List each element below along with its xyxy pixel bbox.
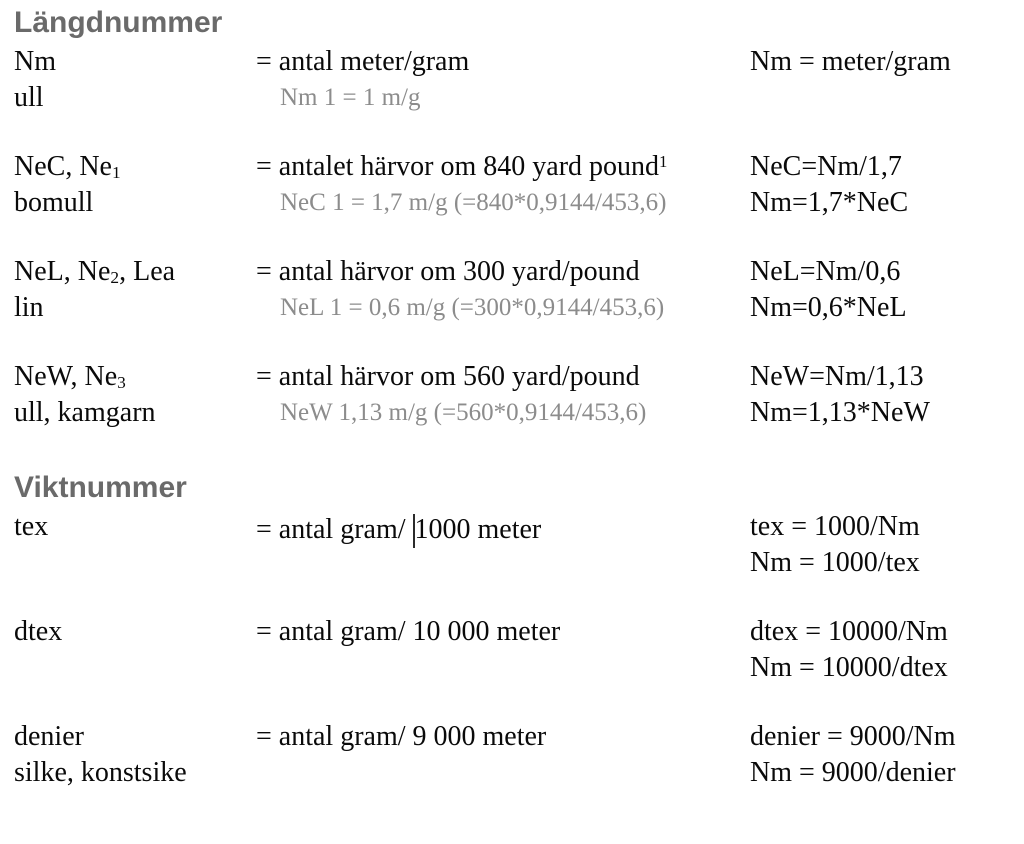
formula-text: Nm=1,13*NeW xyxy=(750,397,930,428)
section-heading-langdnummer: Längdnummer xyxy=(14,6,223,39)
definition-text: = antal härvor om 560 yard/pound xyxy=(256,361,640,392)
species-text: silke, konstsike xyxy=(14,757,187,788)
formula-cell xyxy=(750,254,1006,326)
formula-text: NeW=Nm/1,13 xyxy=(750,361,924,392)
formula-text: Nm=1,7*NeC xyxy=(750,187,909,218)
term-text xyxy=(14,149,256,185)
definition-text: = antal gram/ 9 000 meter xyxy=(256,721,547,752)
species-text: ull, kamgarn xyxy=(14,397,156,428)
term-cell xyxy=(14,149,256,221)
species-text: bomull xyxy=(14,187,94,218)
formula-text: Nm = meter/gram xyxy=(750,46,951,77)
formula-text: NeC=Nm/1,7 xyxy=(750,151,902,182)
note-text: NeL 1 = 0,6 m/g (=300*0,9144/453,6) xyxy=(280,294,665,321)
footnote-marker: 1 xyxy=(659,152,668,172)
term-cell xyxy=(14,44,256,116)
formula-text: Nm = 10000/dtex xyxy=(750,652,948,683)
formula-cell xyxy=(750,359,1006,431)
table-row-denier xyxy=(14,719,1006,791)
definition-cell xyxy=(256,614,750,686)
note-text: NeC 1 = 1,7 m/g (=840*0,9144/453,6) xyxy=(280,189,667,216)
term-text: dtex xyxy=(14,616,63,647)
term-subscript: 3 xyxy=(117,373,126,393)
definition-main: = antalet härvor om 840 yard pound xyxy=(256,151,660,182)
term-main: NeL, Ne xyxy=(14,256,111,287)
table-row-new xyxy=(14,359,1006,431)
definition-cell xyxy=(256,44,750,116)
term-cell xyxy=(14,359,256,431)
term-text xyxy=(14,359,256,395)
formula-cell xyxy=(750,614,1006,686)
term-cell xyxy=(14,254,256,326)
term-text: tex xyxy=(14,511,49,542)
definition-text xyxy=(256,509,750,548)
definition-cell xyxy=(256,149,750,221)
species-text: ull xyxy=(14,82,44,113)
formula-cell xyxy=(750,149,1006,221)
species-text: lin xyxy=(14,292,44,323)
definition-cell xyxy=(256,359,750,431)
formula-text: tex = 1000/Nm xyxy=(750,511,920,542)
table-row-dtex xyxy=(14,614,1006,686)
table-row-nec xyxy=(14,149,1006,221)
note-text: NeW 1,13 m/g (=560*0,9144/453,6) xyxy=(280,399,647,426)
definition-cell xyxy=(256,719,750,791)
formula-text: Nm = 9000/denier xyxy=(750,757,956,788)
term-main: NeW, Ne xyxy=(14,361,118,392)
formula-text: Nm = 1000/tex xyxy=(750,547,920,578)
term-main: NeC, Ne xyxy=(14,151,112,182)
text-cursor xyxy=(413,514,415,548)
definition-text xyxy=(256,149,750,185)
formula-text: denier = 9000/Nm xyxy=(750,721,956,752)
definition-text: = antal härvor om 300 yard/pound xyxy=(256,256,640,287)
term-cell xyxy=(14,719,256,791)
formula-cell xyxy=(750,44,1006,116)
definition-main: = antal gram/ xyxy=(256,514,413,545)
formula-text: NeL=Nm/0,6 xyxy=(750,256,901,287)
formula-cell xyxy=(750,719,1006,791)
table-row-nel xyxy=(14,254,1006,326)
term-subscript: 1 xyxy=(111,163,121,183)
term-cell xyxy=(14,614,256,686)
formula-text: Nm=0,6*NeL xyxy=(750,292,907,323)
definition-text: = antal gram/ 10 000 meter xyxy=(256,616,561,647)
definition-cell xyxy=(256,509,750,581)
term-text: Nm xyxy=(14,46,56,77)
term-text xyxy=(14,254,256,290)
table-row-nm xyxy=(14,44,1006,116)
formula-cell xyxy=(750,509,1006,581)
definition-cell xyxy=(256,254,750,326)
definition-text: = antal meter/gram xyxy=(256,46,470,77)
definition-after-cursor: 1000 meter xyxy=(414,514,542,545)
table-row-tex xyxy=(14,509,1006,581)
formula-text: dtex = 10000/Nm xyxy=(750,616,948,647)
term-extra: , Lea xyxy=(119,256,176,287)
section-heading-viktnummer: Viktnummer xyxy=(14,471,187,504)
term-text: denier xyxy=(14,721,84,752)
term-cell xyxy=(14,509,256,581)
term-subscript: 2 xyxy=(110,268,120,288)
note-text: Nm 1 = 1 m/g xyxy=(280,84,421,111)
